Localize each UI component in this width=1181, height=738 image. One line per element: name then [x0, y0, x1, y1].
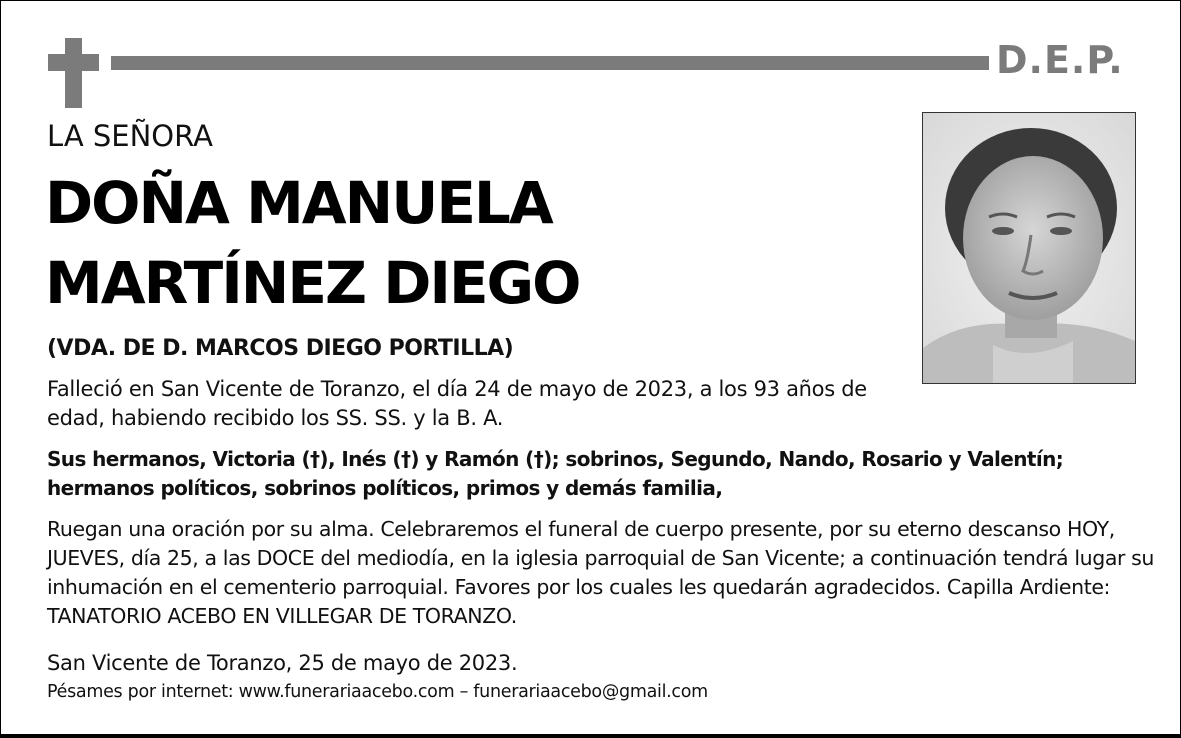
- cross-icon: [65, 38, 82, 108]
- header-rule: [111, 56, 989, 70]
- family-text: Sus hermanos, Victoria (†), Inés (†) y Ramón (†); sobrinos, Segundo, Nando, Rosario y Valentín; hermanos políticos, sobrinos políticos, primos y demás familia,: [47, 447, 1064, 500]
- portrait-icon: [923, 113, 1135, 383]
- dep-label: D.E.P.: [996, 38, 1124, 82]
- title-prefix: LA SEÑORA: [47, 119, 213, 153]
- cross-icon-bar: [48, 54, 99, 71]
- funeral-text: Ruegan una oración por su alma. Celebraremos el funeral de cuerpo presente, por su eterno descanso HOY, JUEVES, día 25, a las DOCE del mediodía, en la iglesia parroquial de San Vicente; a continuación tendrá lugar su inhumación en el cementerio parroquial. Favores por los cuales les quedarán agradecidos. Capilla Ardiente: TANATORIO ACEBO EN VILLEGAR DE TORANZO.: [47, 517, 1155, 628]
- deceased-name-line2: MARTÍNEZ DIEGO: [45, 249, 580, 317]
- portrait-photo: [922, 112, 1136, 384]
- condolences-text: Pésames por internet: www.funerariaacebo.com – funerariaacebo@gmail.com: [47, 682, 708, 702]
- widow-of-line: (VDA. DE D. MARCOS DIEGO PORTILLA): [47, 336, 514, 361]
- deceased-name-line1: DOÑA MANUELA: [45, 169, 552, 237]
- place-date-text: San Vicente de Toranzo, 25 de mayo de 2023.: [47, 651, 518, 675]
- death-notice-text: Falleció en San Vicente de Toranzo, el día 24 de mayo de 2023, a los 93 años de edad, habiendo recibido los SS. SS. y la B. A.: [47, 377, 867, 430]
